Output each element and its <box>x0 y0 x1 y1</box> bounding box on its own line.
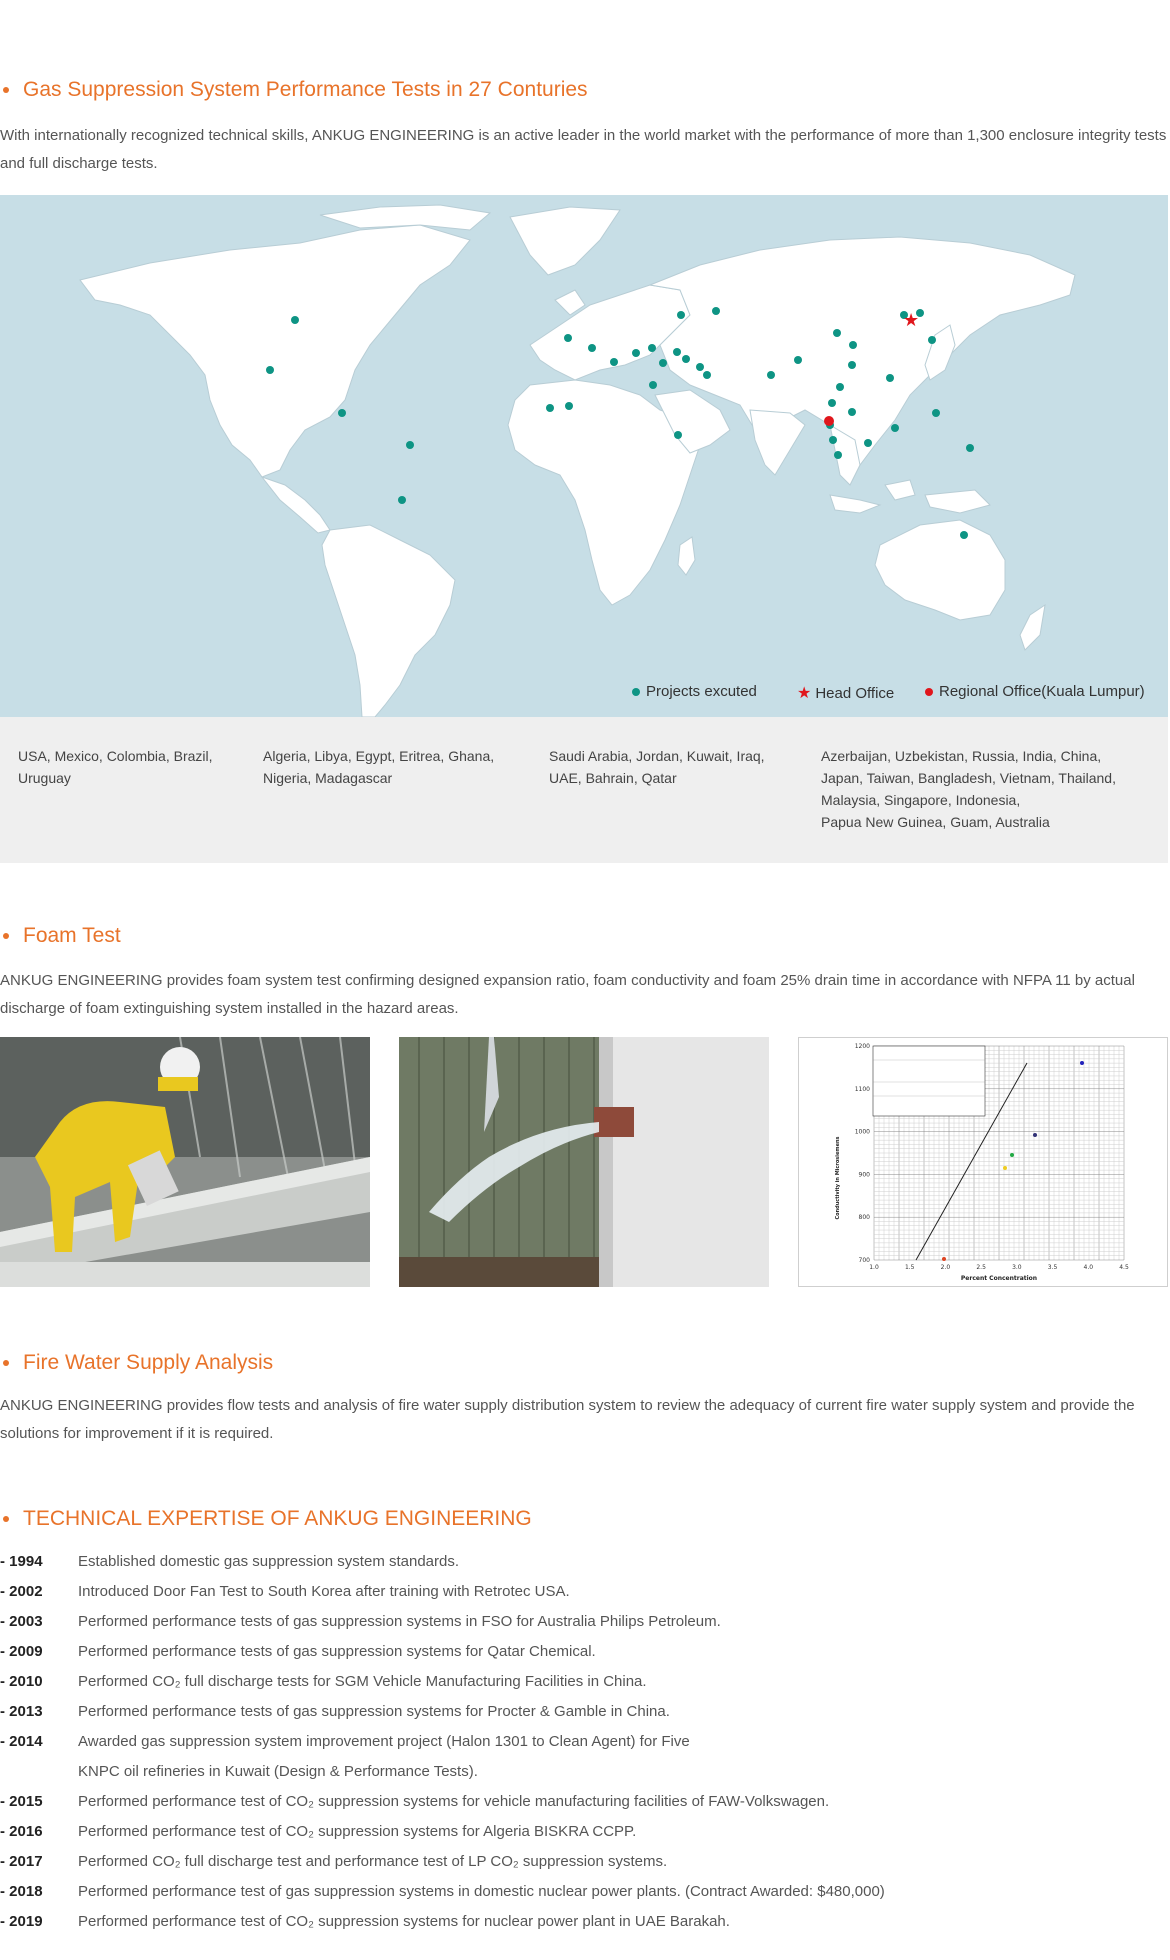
legend-projects <box>632 683 757 700</box>
timeline-text: Established domestic gas suppression system standards. <box>78 1553 460 1570</box>
timeline-year: - 1994 <box>0 1553 43 1570</box>
timeline-year: - 2013 <box>0 1703 43 1720</box>
region-line: UAE, Bahrain, Qatar <box>549 770 677 786</box>
chart-y-tick: 900 <box>858 1171 870 1179</box>
chart-x-tick: 4.0 <box>1083 1264 1094 1271</box>
chart-y-tick: 1000 <box>854 1128 870 1136</box>
timeline-text: Performed CO₂ full discharge test and performance test of LP CO₂ suppression systems. <box>78 1853 668 1870</box>
timeline-text: Performed performance tests of gas suppression systems for Procter & Gamble in China. <box>78 1703 670 1720</box>
region-line: Papua New Guinea, Guam, Australia <box>821 814 1050 830</box>
timeline-row <box>0 1703 1168 1733</box>
timeline-text: Performed performance test of gas suppression systems in domestic nuclear power plants. (Contract Awarded: $480,000) <box>78 1883 885 1900</box>
timeline-text: Performed performance tests of gas suppression systems for Qatar Chemical. <box>78 1643 596 1660</box>
timeline-year: - 2010 <box>0 1673 43 1690</box>
timeline-text: Performed performance test of CO₂ suppression systems for vehicle manufacturing facilities of FAW-Volkswagen. <box>78 1793 830 1810</box>
chart-x-tick: 4.5 <box>1119 1264 1129 1271</box>
chart-y-axis-label: Conductivity in Microsiemens <box>835 1136 841 1220</box>
timeline-text: Performed performance test of CO₂ suppression systems for nuclear power plant in UAE Barakah. <box>78 1913 730 1930</box>
foam-conductivity-chart <box>798 1037 1168 1287</box>
bullet-icon <box>3 933 9 939</box>
regional-office-marker <box>824 416 834 426</box>
timeline-row <box>0 1613 1168 1643</box>
region-line: Malaysia, Singapore, Indonesia, <box>821 792 1021 808</box>
timeline-text: KNPC oil refineries in Kuwait (Design & Performance Tests). <box>78 1763 478 1780</box>
region-line: Uruguay <box>18 770 71 786</box>
legend-head-office-label: Head Office <box>815 684 895 702</box>
red-dot-icon <box>925 688 933 696</box>
region-line: Saudi Arabia, Jordan, Kuwait, Iraq, <box>549 748 765 764</box>
section-paragraph: ANKUG ENGINEERING provides foam system test confirming designed expansion ratio, foam conductivity and foam 25% drain time in accordance with NFPA 11 by actual discharge of foam extinguishing system installed in the hazard areas. <box>0 972 1135 1017</box>
region-line: Nigeria, Madagascar <box>263 770 393 786</box>
timeline-row <box>0 1643 1168 1673</box>
region-line: Azerbaijan, Uzbekistan, Russia, India, China, <box>821 748 1102 764</box>
chart-y-tick: 800 <box>858 1214 870 1222</box>
section-title-technical-expertise <box>0 1507 532 1531</box>
timeline-row <box>0 1583 1168 1613</box>
legend-regional-label: Regional Office(Kuala Lumpur) <box>939 683 1145 700</box>
section-paragraph: ANKUG ENGINEERING provides flow tests and analysis of fire water supply distribution system to review the adequacy of current fire water supply system and provide the solutions for improvement if it is required. <box>0 1397 1135 1442</box>
timeline-year: - 2014 <box>0 1733 43 1750</box>
timeline-text: Performed CO₂ full discharge tests for SGM Vehicle Manufacturing Facilities in China. <box>78 1673 647 1690</box>
region-line: Algeria, Libya, Egypt, Eritrea, Ghana, <box>263 748 495 764</box>
teal-dot-icon <box>632 688 640 696</box>
region-list <box>0 717 1168 863</box>
chart-x-axis-label: Percent Concentration <box>960 1275 1038 1282</box>
timeline-row <box>0 1823 1168 1853</box>
timeline-text: Performed performance tests of gas suppression systems in FSO for Australia Philips Petroleum. <box>78 1613 721 1630</box>
foam-test-photo-discharge <box>399 1037 769 1287</box>
bullet-icon <box>3 1516 9 1522</box>
timeline-row <box>0 1763 1168 1793</box>
timeline-year: - 2002 <box>0 1583 43 1600</box>
star-icon: ★ <box>797 685 812 702</box>
region-asia-pacific <box>821 745 1116 833</box>
chart-x-tick: 3.5 <box>1047 1264 1058 1271</box>
timeline-row <box>0 1883 1168 1913</box>
section-title-text: TECHNICAL EXPERTISE OF ANKUG ENGINEERING <box>23 1507 532 1530</box>
timeline-year: - 2009 <box>0 1643 43 1660</box>
section-title-text: Foam Test <box>23 924 121 947</box>
bullet-icon <box>3 87 9 93</box>
region-line: USA, Mexico, Colombia, Brazil, <box>18 748 213 764</box>
head-office-marker: ★ <box>903 310 920 331</box>
timeline-row <box>0 1853 1168 1883</box>
chart-x-tick: 1.0 <box>869 1264 879 1271</box>
chart-y-tick: 1200 <box>854 1043 870 1050</box>
timeline-row <box>0 1673 1168 1703</box>
section-title-gas-suppression <box>0 78 588 102</box>
section-title-text: Gas Suppression System Performance Tests in 27 Conturies <box>23 78 588 101</box>
legend-projects-label: Projects excuted <box>646 683 757 700</box>
timeline-text: Awarded gas suppression system improvement project (Halon 1301 to Clean Agent) for Five <box>78 1733 690 1750</box>
region-line: Japan, Taiwan, Bangladesh, Vietnam, Thailand, <box>821 770 1116 786</box>
foam-test-photo-worker <box>0 1037 370 1287</box>
timeline-row <box>0 1733 1168 1763</box>
chart-x-tick: 2.5 <box>976 1264 986 1271</box>
section-title-text: Fire Water Supply Analysis <box>23 1351 274 1374</box>
legend-regional <box>925 683 1145 700</box>
chart-x-tick: 1.5 <box>904 1264 915 1271</box>
timeline-year: - 2016 <box>0 1823 43 1840</box>
timeline-row <box>0 1913 1168 1943</box>
timeline-text: Performed performance test of CO₂ suppression systems for Algeria BISKRA CCPP. <box>78 1823 637 1840</box>
section-title-fire-water <box>0 1351 273 1375</box>
timeline-year: - 2017 <box>0 1853 43 1870</box>
chart-x-tick: 2.0 <box>940 1264 951 1271</box>
legend-head-office <box>797 683 894 703</box>
section-paragraph: With internationally recognized technical skills, ANKUG ENGINEERING is an active leader in the world market with the performance of more than 1,300 enclosure integrity tests and full discharge tests. <box>0 127 1167 172</box>
timeline-row <box>0 1553 1168 1583</box>
world-map-graphic <box>0 195 1168 717</box>
region-middle-east <box>549 745 765 789</box>
timeline-text: Introduced Door Fan Test to South Korea after training with Retrotec USA. <box>78 1583 570 1600</box>
world-map <box>0 195 1168 717</box>
timeline-year: - 2015 <box>0 1793 43 1810</box>
region-americas <box>18 745 213 789</box>
timeline-year: - 2018 <box>0 1883 43 1900</box>
timeline-year: - 2019 <box>0 1913 43 1930</box>
timeline-year: - 2003 <box>0 1613 43 1630</box>
chart-y-tick: 1100 <box>854 1085 870 1093</box>
bullet-icon <box>3 1360 9 1366</box>
chart-x-tick: 3.0 <box>1012 1264 1022 1271</box>
chart-y-tick: 700 <box>858 1257 870 1264</box>
region-africa <box>263 745 494 789</box>
section-title-foam-test <box>0 924 121 948</box>
timeline-row <box>0 1793 1168 1823</box>
